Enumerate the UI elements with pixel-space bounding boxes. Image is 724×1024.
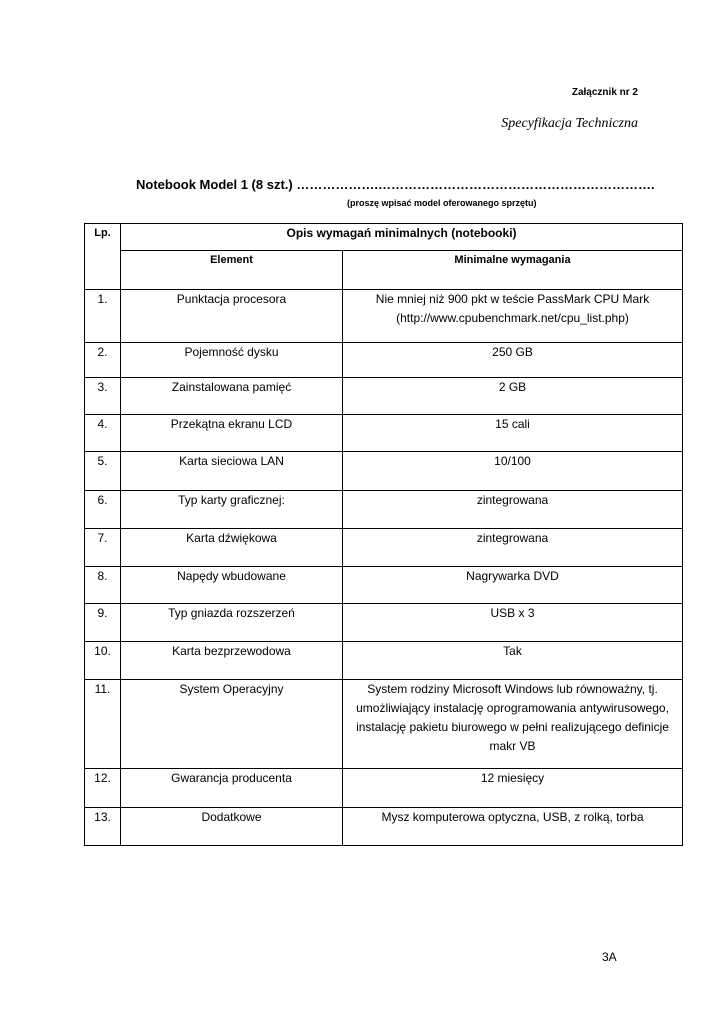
table-row	[85, 567, 683, 604]
table-row	[85, 491, 683, 529]
row-lp: 8.	[85, 567, 121, 604]
row-element: Zainstalowana pamięć	[121, 378, 343, 415]
page-number: 3A	[602, 950, 617, 964]
row-requirement: Nagrywarka DVD	[343, 567, 683, 604]
table-row	[85, 378, 683, 415]
table-row	[85, 680, 683, 769]
row-lp: 13.	[85, 808, 121, 846]
table-row	[85, 769, 683, 808]
row-element: Dodatkowe	[121, 808, 343, 846]
row-element: Pojemność dysku	[121, 343, 343, 378]
row-element: Karta bezprzewodowa	[121, 642, 343, 680]
row-lp: 6.	[85, 491, 121, 529]
table-row	[85, 529, 683, 567]
model-hint: (proszę wpisać model oferowanego sprzętu)	[347, 198, 537, 208]
row-lp: 12.	[85, 769, 121, 808]
row-requirement: zintegrowana	[343, 529, 683, 567]
row-requirement: 2 GB	[343, 378, 683, 415]
row-requirement: Nie mniej niż 900 pkt w teście PassMark CPU Mark (http://www.cpubenchmark.net/cpu_list.php)	[343, 290, 683, 343]
row-lp: 7.	[85, 529, 121, 567]
col-header-requirement: Minimalne wymagania	[343, 251, 683, 290]
row-element: Karta dźwiękowa	[121, 529, 343, 567]
row-requirement: Tak	[343, 642, 683, 680]
col-header-lp: Lp.	[85, 224, 121, 290]
row-requirement: zintegrowana	[343, 491, 683, 529]
row-lp: 5.	[85, 452, 121, 491]
row-requirement: Mysz komputerowa optyczna, USB, z rolką, torba	[343, 808, 683, 846]
row-requirement: 10/100	[343, 452, 683, 491]
table-row	[85, 290, 683, 343]
row-element: Karta sieciowa LAN	[121, 452, 343, 491]
row-lp: 3.	[85, 378, 121, 415]
row-element: Gwarancja producenta	[121, 769, 343, 808]
row-lp: 1.	[85, 290, 121, 343]
row-lp: 11.	[85, 680, 121, 769]
row-requirement: 250 GB	[343, 343, 683, 378]
row-requirement: 15 cali	[343, 415, 683, 452]
col-header-element: Element	[121, 251, 343, 290]
row-lp: 4.	[85, 415, 121, 452]
row-requirement: 12 miesięcy	[343, 769, 683, 808]
row-element: System Operacyjny	[121, 680, 343, 769]
row-element: Napędy wbudowane	[121, 567, 343, 604]
table-row	[85, 604, 683, 642]
row-lp: 2.	[85, 343, 121, 378]
row-element: Przekątna ekranu LCD	[121, 415, 343, 452]
row-requirement: System rodziny Microsoft Windows lub równoważny, tj. umożliwiający instalację oprogramowania antywirusowego, instalację pakietu biurowego w pełni realizującego definicje makr VB	[343, 680, 683, 769]
row-element: Typ gniazda rozszerzeń	[121, 604, 343, 642]
table-row	[85, 415, 683, 452]
table-group-header: Opis wymagań minimalnych (notebooki)	[121, 224, 683, 251]
table-row	[85, 452, 683, 491]
spec-table	[84, 223, 683, 846]
row-lp: 9.	[85, 604, 121, 642]
table-row	[85, 343, 683, 378]
row-element: Typ karty graficznej:	[121, 491, 343, 529]
model-line: Notebook Model 1 (8 szt.) ……………….……………………………………………………….	[136, 177, 655, 192]
table-row	[85, 642, 683, 680]
table-row	[85, 808, 683, 846]
row-lp: 10.	[85, 642, 121, 680]
annex-label: Załącznik nr 2	[571, 87, 638, 98]
row-element: Punktacja procesora	[121, 290, 343, 343]
row-requirement: USB x 3	[343, 604, 683, 642]
document-title: Specyfikacja Techniczna	[501, 116, 638, 131]
